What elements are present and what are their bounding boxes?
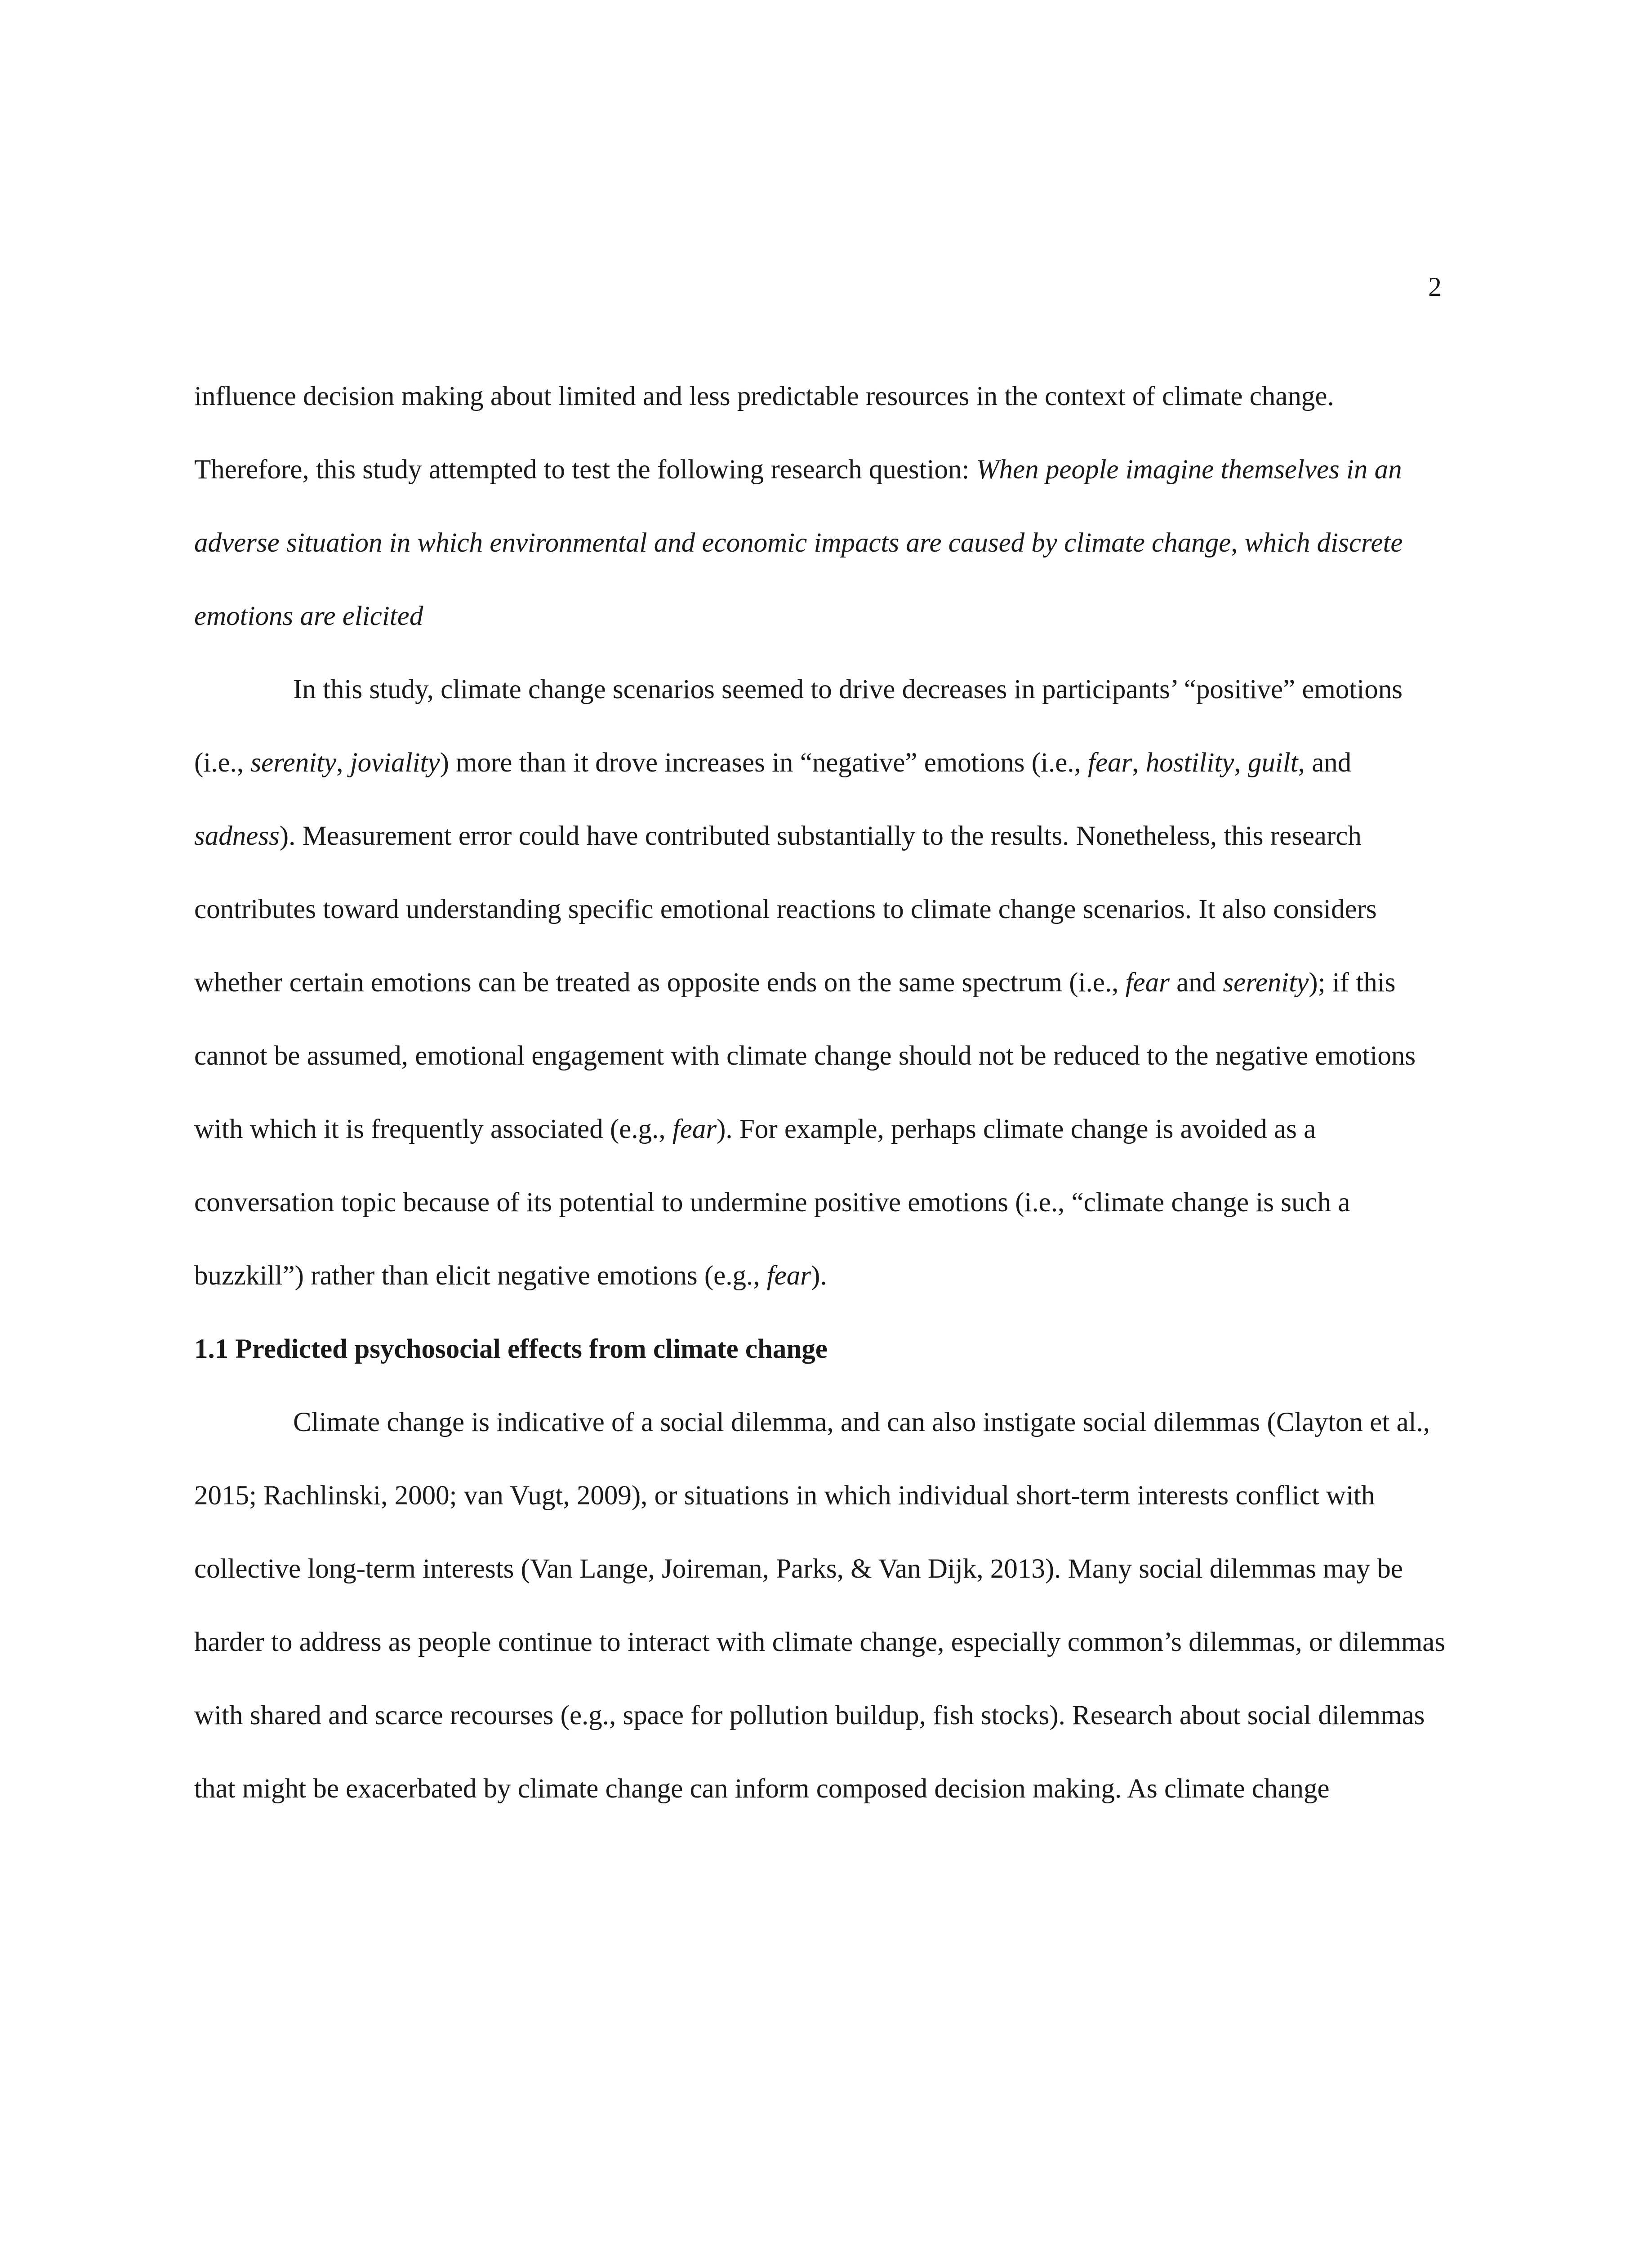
emotion-term: joviality [350,748,440,778]
emotion-term: serenity [250,748,337,778]
findings-text: , [1132,748,1146,778]
findings-text: , [1234,748,1248,778]
findings-paragraph [194,653,1453,1312]
emotion-term: fear [766,1261,811,1291]
findings-text: ) more than it drove increases in “negative” emotions (i.e., [440,748,1088,778]
emotion-term: fear [1088,748,1132,778]
emotion-term: hostility [1145,748,1234,778]
document-body [194,360,1453,1825]
findings-text: ); if this cannot be assumed, emotional engagement with climate change should not be reduced to the negative emotions with which it is frequently associated (e.g., [194,968,1416,1144]
emotion-term: fear [672,1114,717,1144]
emotion-term: serenity [1223,968,1309,998]
findings-text: ). Measurement error could have contributed substantially to the results. Nonetheless, this research contributes toward understanding specific emotional reactions to climate change scenarios. It also considers whether certain emotions can be treated as opposite ends on the same spectrum (i.e., [194,821,1377,998]
intro-paragraph [194,360,1453,653]
findings-text: , and [1298,748,1352,778]
research-question: When people imagine themselves in an adverse situation in which environmental and economic impacts are caused by climate change, which discrete emotions are elicited [194,455,1403,631]
emotion-term: sadness [194,821,280,851]
findings-text: ). [811,1261,827,1291]
findings-text: ). For example, perhaps climate change is avoided as a conversation topic because of its potential to undermine positive emotions (i.e., “climate change is such a buzzkill”) rather than elicit negative emotions (e.g., [194,1114,1350,1291]
emotion-term: fear [1125,968,1170,998]
intro-text: influence decision making about limited and less predictable resources in the context of climate change. Therefore, this study attempted to test the following research question: [194,381,1334,485]
findings-text: In this study, climate change scenarios seemed to drive decreases in participants’ “positive” emotions (i.e., [194,674,1403,778]
findings-text: , [336,748,350,778]
social-dilemma-paragraph: Climate change is indicative of a social dilemma, and can also instigate social dilemmas (Clayton et al., 2015; Rachlinski, 2000; van Vugt, 2009), or situations in which individual short-term interests conflict with collective long-term interests (Van Lange, Joireman, Parks, & Van Dijk, 2013). Many social dilemmas may be harder to address as people continue to interact with climate change, especially common’s dilemmas, or dilemmas with shared and scarce recourses (e.g., space for pollution buildup, fish stocks). Research about social dilemmas that might be exacerbated by climate change can inform composed decision making. As climate change [194,1407,1446,1804]
page-number: 2 [1428,272,1442,302]
section-heading: 1.1 Predicted psychosocial effects from climate change [194,1334,828,1364]
findings-text: and [1169,968,1223,998]
emotion-term: guilt [1247,748,1298,778]
